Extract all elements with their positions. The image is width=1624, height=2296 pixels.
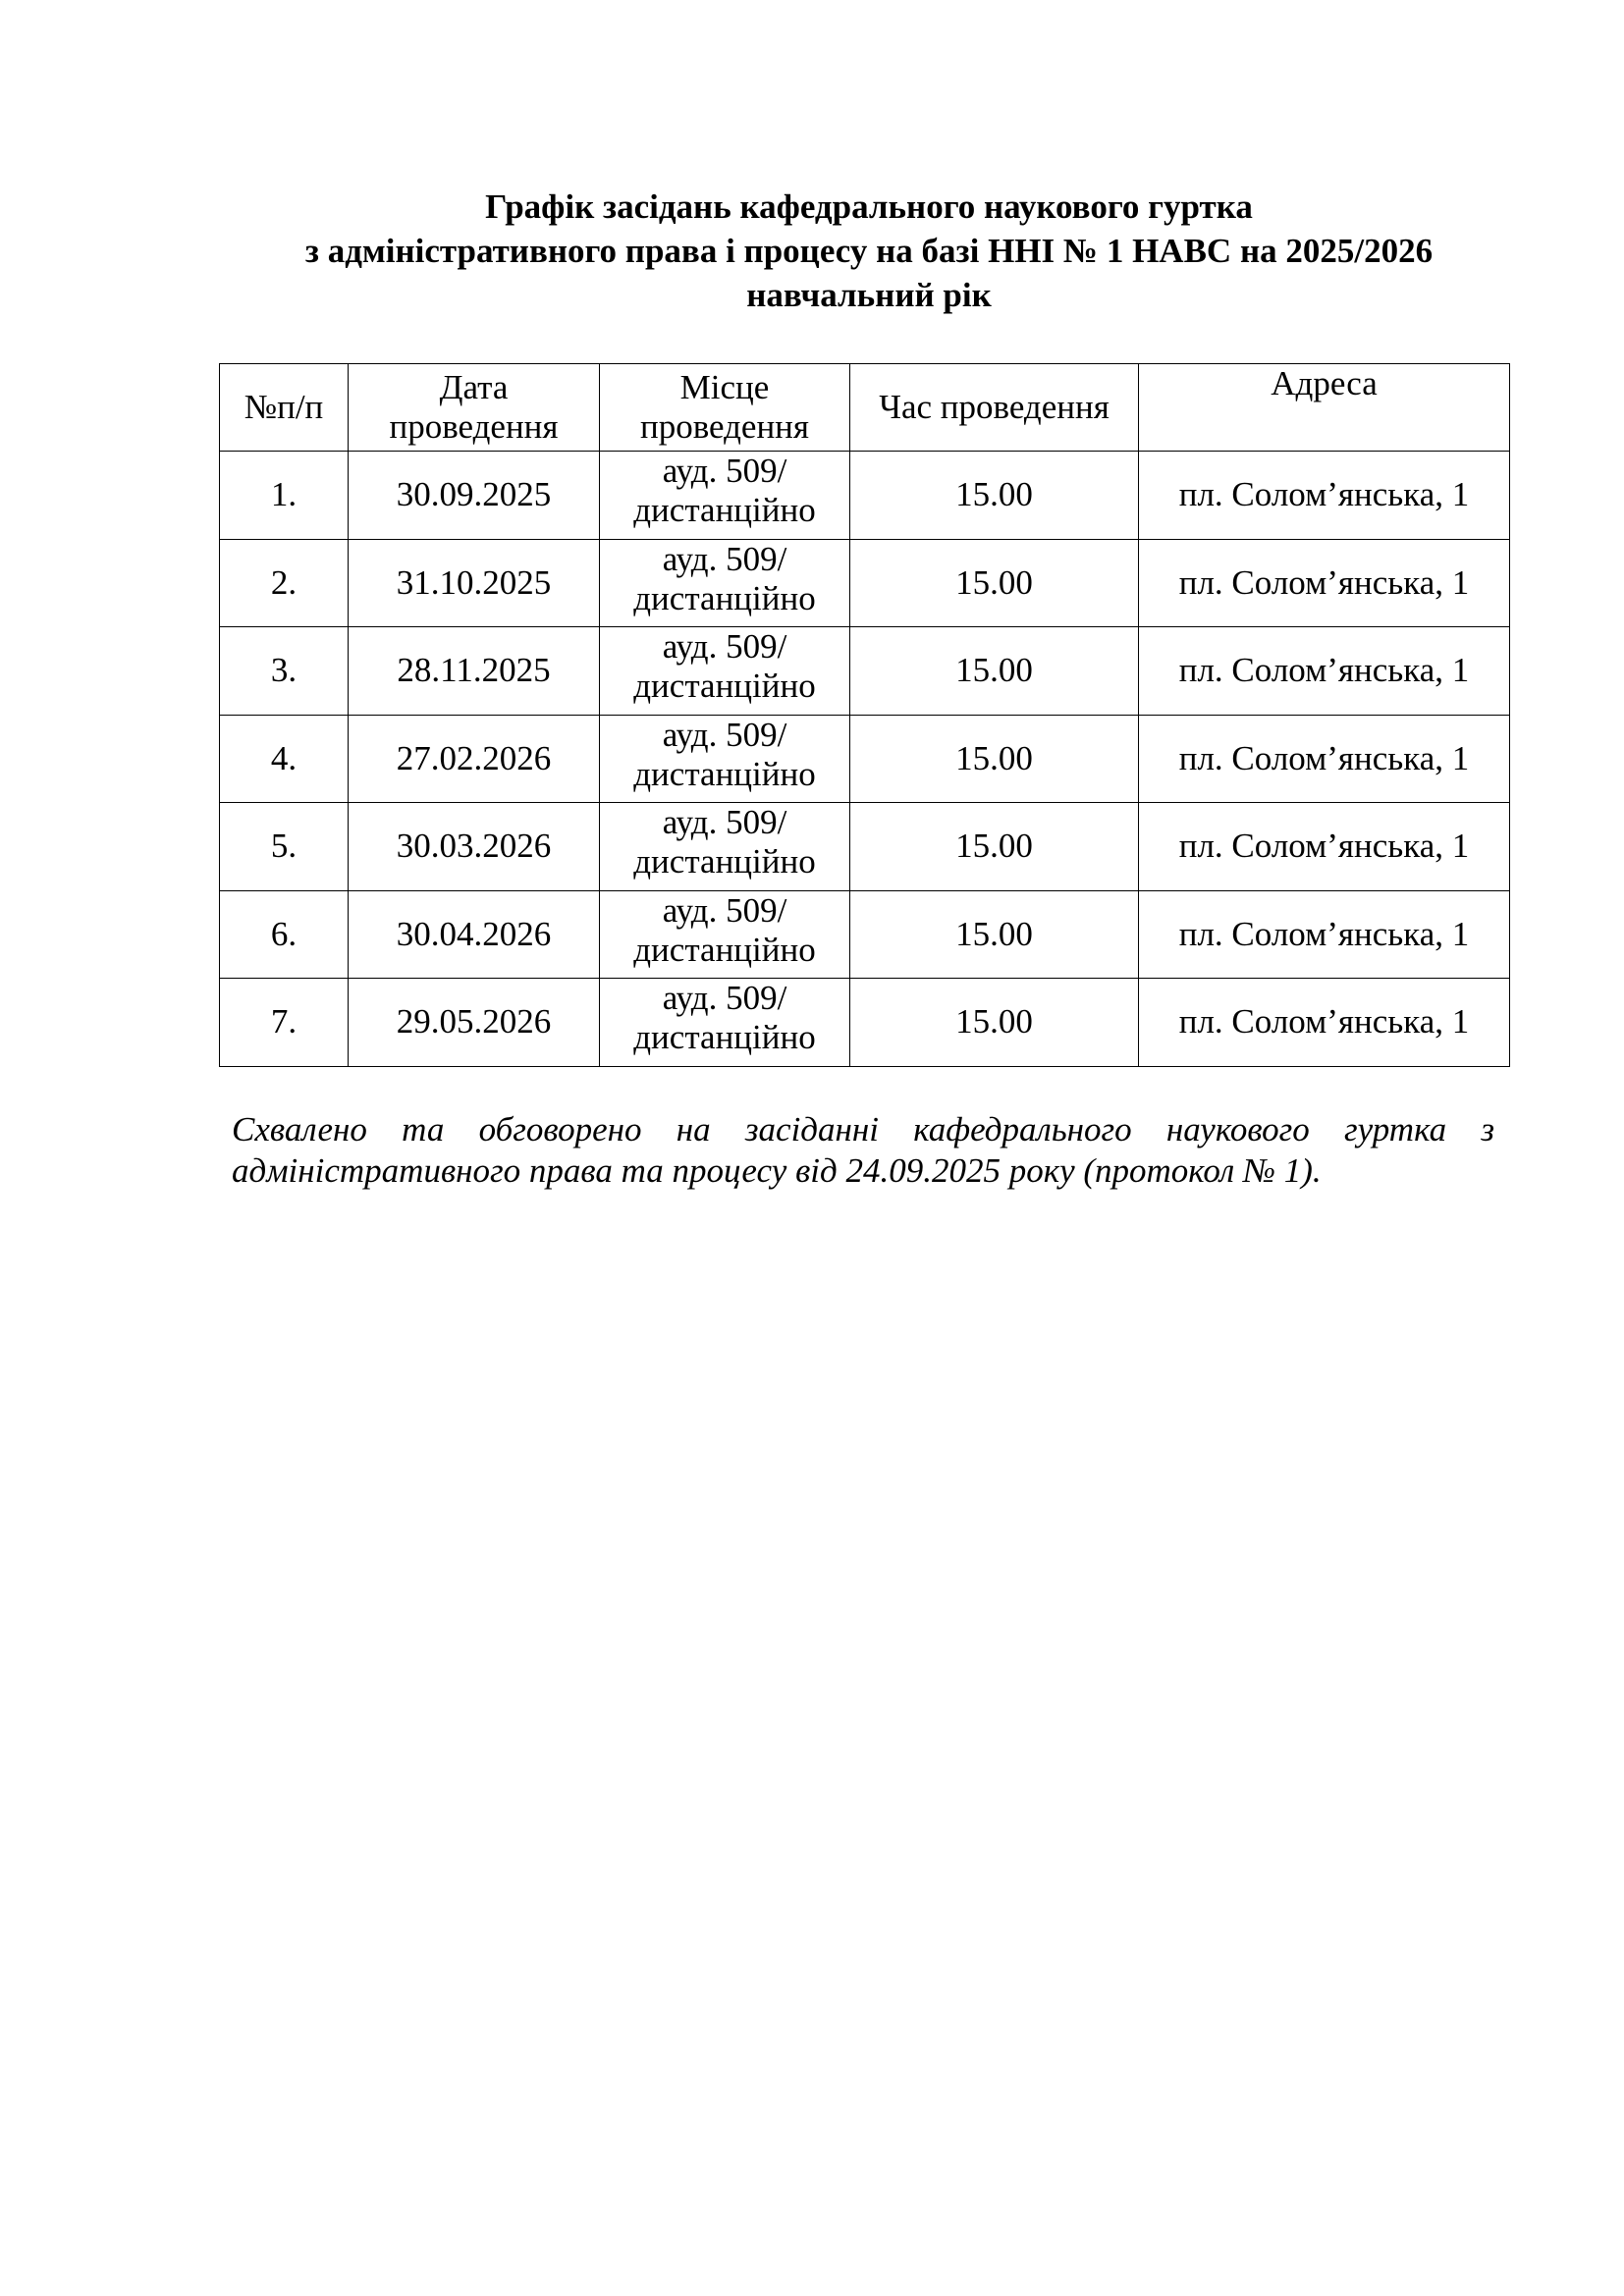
table-row — [220, 627, 1510, 716]
title-line-2: з адміністративного права і процесу на базі ННІ № 1 НАВС на 2025/2026 — [304, 232, 1434, 270]
approval-note — [232, 1109, 1494, 1192]
header-time — [850, 364, 1139, 452]
header-date-line-2: проведення — [389, 407, 559, 446]
cell-date: 31.10.2025 — [349, 539, 600, 627]
cell-place-line-2: дистанційно — [633, 667, 816, 705]
table-header-row — [220, 364, 1510, 452]
cell-num: 3. — [220, 627, 349, 716]
cell-place — [600, 890, 850, 979]
cell-address: пл. Солом’янська, 1 — [1139, 803, 1510, 891]
cell-num: 1. — [220, 452, 349, 540]
cell-date: 30.03.2026 — [349, 803, 600, 891]
header-num — [220, 364, 349, 452]
cell-place — [600, 452, 850, 540]
cell-time: 15.00 — [850, 890, 1139, 979]
cell-place — [600, 715, 850, 803]
cell-num: 7. — [220, 979, 349, 1067]
title-line-3: навчальний рік — [746, 276, 992, 314]
cell-time: 15.00 — [850, 627, 1139, 716]
header-address-label: Адреса — [1271, 364, 1378, 402]
cell-time: 15.00 — [850, 979, 1139, 1067]
header-date — [349, 364, 600, 452]
header-date-line-1: Дата — [439, 368, 509, 406]
document-title — [216, 185, 1522, 317]
header-place — [600, 364, 850, 452]
approval-note-line-1: Схвалено та обговорено на засіданні кафедрального наукового гуртка з — [232, 1110, 1494, 1148]
cell-address: пл. Солом’янська, 1 — [1139, 890, 1510, 979]
header-num-label: №п/п — [244, 388, 324, 426]
table-row — [220, 803, 1510, 891]
table-row — [220, 452, 1510, 540]
approval-note-line-2: адміністративного права та процесу від 24.09.2025 року (протокол № 1). — [232, 1151, 1322, 1190]
title-line-1: Графік засідань кафедрального наукового гуртка — [485, 187, 1253, 226]
cell-place-line-1: ауд. 509/ — [662, 627, 787, 666]
cell-address: пл. Солом’янська, 1 — [1139, 539, 1510, 627]
cell-num: 2. — [220, 539, 349, 627]
cell-place — [600, 979, 850, 1067]
cell-time: 15.00 — [850, 452, 1139, 540]
cell-time: 15.00 — [850, 715, 1139, 803]
header-place-line-2: проведення — [639, 407, 810, 446]
cell-place-line-2: дистанційно — [633, 930, 816, 969]
cell-place-line-1: ауд. 509/ — [662, 715, 787, 754]
cell-place-line-2: дистанційно — [633, 754, 816, 793]
cell-num: 6. — [220, 890, 349, 979]
cell-place-line-2: дистанційно — [633, 1018, 816, 1056]
cell-address: пл. Солом’янська, 1 — [1139, 627, 1510, 716]
header-address — [1139, 364, 1510, 452]
cell-date: 30.04.2026 — [349, 890, 600, 979]
cell-place-line-1: ауд. 509/ — [662, 452, 787, 490]
cell-address: пл. Солом’янська, 1 — [1139, 452, 1510, 540]
cell-place-line-1: ауд. 509/ — [662, 803, 787, 841]
cell-num: 5. — [220, 803, 349, 891]
cell-address: пл. Солом’янська, 1 — [1139, 715, 1510, 803]
table-row — [220, 539, 1510, 627]
cell-time: 15.00 — [850, 539, 1139, 627]
cell-place — [600, 539, 850, 627]
cell-place — [600, 627, 850, 716]
table-row — [220, 979, 1510, 1067]
cell-place-line-1: ауд. 509/ — [662, 539, 787, 578]
cell-place — [600, 803, 850, 891]
cell-date: 29.05.2026 — [349, 979, 600, 1067]
table-row — [220, 715, 1510, 803]
schedule-table-body — [220, 452, 1510, 1067]
cell-num: 4. — [220, 715, 349, 803]
header-time-label: Час проведення — [879, 388, 1110, 426]
cell-place-line-2: дистанційно — [633, 842, 816, 881]
cell-place-line-1: ауд. 509/ — [662, 890, 787, 930]
cell-place-line-2: дистанційно — [633, 578, 816, 617]
cell-date: 28.11.2025 — [349, 627, 600, 716]
cell-date: 30.09.2025 — [349, 452, 600, 540]
cell-time: 15.00 — [850, 803, 1139, 891]
schedule-table — [219, 363, 1510, 1067]
cell-date: 27.02.2026 — [349, 715, 600, 803]
table-row — [220, 890, 1510, 979]
header-place-line-1: Місце — [679, 368, 770, 406]
cell-place-line-2: дистанційно — [633, 491, 816, 529]
cell-address: пл. Солом’янська, 1 — [1139, 979, 1510, 1067]
cell-place-line-1: ауд. 509/ — [662, 979, 787, 1017]
